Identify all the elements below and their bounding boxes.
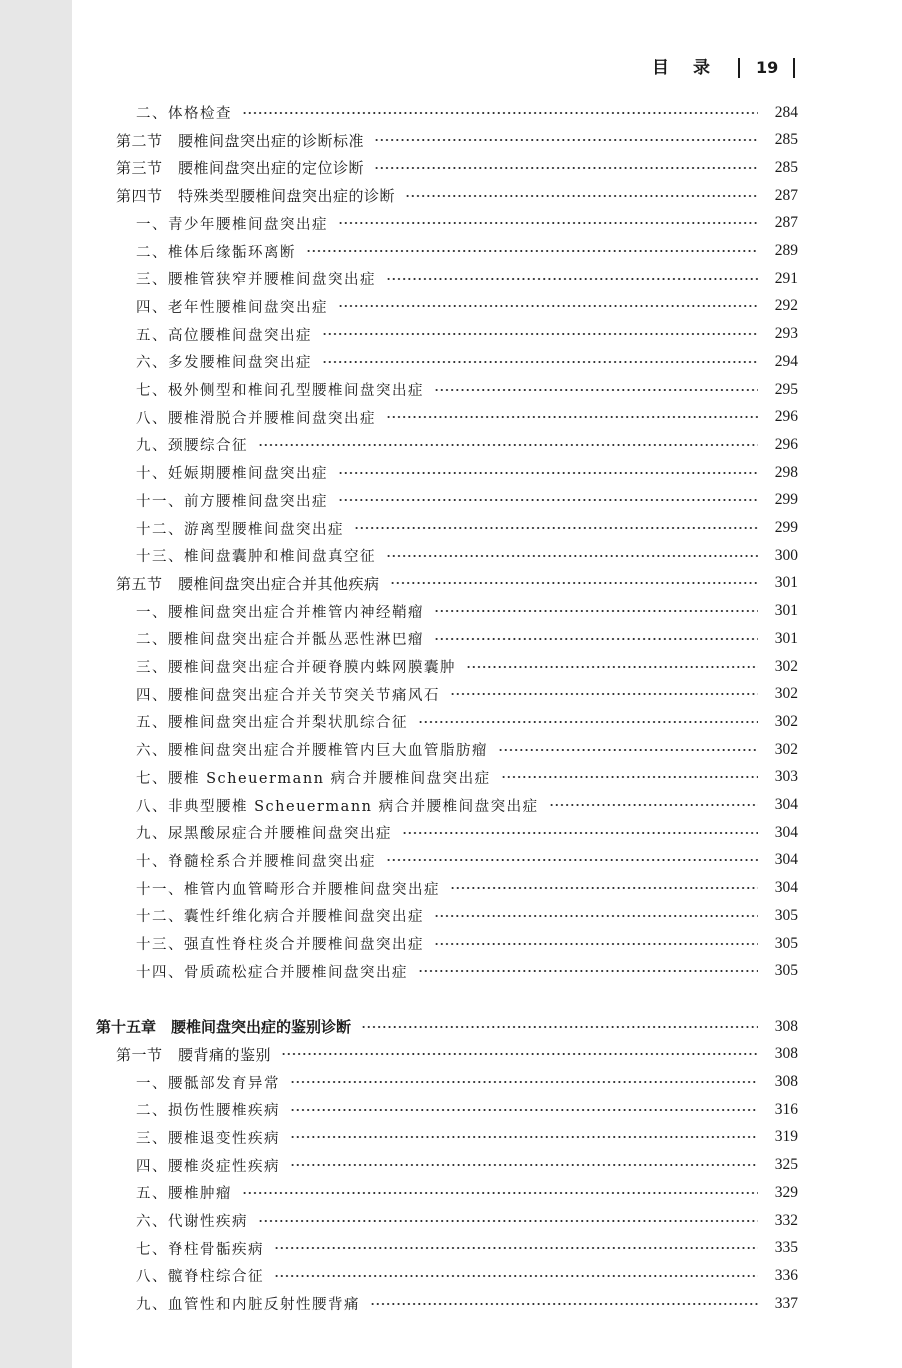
dot-leader xyxy=(418,719,758,725)
toc-entry-title: 十二、游离型腰椎间盘突出症 xyxy=(136,521,344,538)
toc-entry-page-number: 285 xyxy=(774,131,798,149)
toc-entry-item[interactable] xyxy=(0,792,902,819)
toc-entry-item[interactable] xyxy=(0,293,902,320)
toc-entry-item[interactable] xyxy=(0,930,902,957)
dot-leader xyxy=(370,1301,758,1307)
dot-leader xyxy=(306,248,758,254)
toc-entry-item[interactable] xyxy=(0,238,902,265)
toc-entry-item[interactable] xyxy=(0,681,902,708)
dot-leader xyxy=(386,553,758,559)
dot-leader xyxy=(361,1024,758,1030)
dot-leader xyxy=(290,1162,758,1168)
toc-entry-page-number: 295 xyxy=(774,380,798,398)
toc-entry-page-number: 289 xyxy=(774,242,798,259)
toc-entry-title: 二、椎体后缘骺环离断 xyxy=(136,244,296,261)
toc-entry-item[interactable] xyxy=(0,736,902,763)
toc-entry-title: 八、非典型腰椎 Scheuermann 病合并腰椎间盘突出症 xyxy=(136,798,539,815)
dot-leader xyxy=(338,470,758,476)
dot-leader xyxy=(290,1134,758,1140)
toc-entry-item[interactable] xyxy=(0,819,902,846)
header-divider xyxy=(738,58,740,78)
dot-leader xyxy=(242,110,758,116)
toc-entry-title: 十二、囊性纤维化病合并腰椎间盘突出症 xyxy=(136,909,424,926)
dot-leader xyxy=(258,442,758,448)
toc-entry-page-number: 304 xyxy=(774,851,798,869)
toc-entry-page-number: 301 xyxy=(774,602,798,620)
toc-entry-item[interactable] xyxy=(0,847,902,874)
toc-entry-item[interactable] xyxy=(0,708,902,735)
toc-entry-section[interactable] xyxy=(0,127,902,154)
dot-leader xyxy=(402,830,758,836)
toc-entry-item[interactable] xyxy=(0,902,902,929)
dot-leader xyxy=(322,359,758,365)
toc-entry-title: 九、血管性和内脏反射性腰背痛 xyxy=(136,1297,360,1314)
toc-entry-section[interactable] xyxy=(0,570,902,597)
header-divider xyxy=(793,58,795,78)
dot-leader xyxy=(386,857,758,863)
dot-leader xyxy=(466,664,758,670)
toc-entry-page-number: 336 xyxy=(774,1266,798,1284)
toc-entry-title: 一、青少年腰椎间盘突出症 xyxy=(136,216,328,233)
toc-entry-title: 五、高位腰椎间盘突出症 xyxy=(136,327,312,344)
toc-entry-page-number: 302 xyxy=(774,685,798,703)
toc-entry-item[interactable] xyxy=(0,875,902,902)
toc-entry-page-number: 294 xyxy=(774,352,798,370)
toc-entry-title: 六、多发腰椎间盘突出症 xyxy=(136,355,312,372)
toc-entry-page-number: 332 xyxy=(774,1211,798,1229)
dot-leader xyxy=(498,747,758,753)
toc-entry-page-number: 293 xyxy=(774,325,798,343)
toc-entry-item[interactable] xyxy=(0,376,902,403)
dot-leader xyxy=(274,1245,758,1251)
toc-entry-page-number: 291 xyxy=(774,269,798,287)
toc-entry-item[interactable] xyxy=(0,1069,902,1096)
toc-entry-title: 二、体格检查 xyxy=(136,106,232,122)
toc-entry-title: 第十五章 腰椎间盘突出症的鉴别诊断 xyxy=(96,1018,352,1037)
dot-leader xyxy=(338,303,758,309)
toc-entry-section[interactable] xyxy=(0,1041,902,1068)
toc-entry-title: 第一节 腰背痛的鉴别 xyxy=(116,1045,272,1064)
toc-entry-page-number: 305 xyxy=(774,934,798,952)
toc-entry-page-number: 303 xyxy=(774,768,798,786)
dot-leader xyxy=(386,414,758,420)
toc-entry-title: 七、脊柱骨骺疾病 xyxy=(136,1241,264,1258)
dot-leader xyxy=(290,1107,758,1113)
toc-entry-title: 六、代谢性疾病 xyxy=(136,1214,248,1230)
toc-entry-title: 十一、椎管内血管畸形合并腰椎间盘突出症 xyxy=(136,881,440,898)
toc-entry-page-number: 299 xyxy=(774,491,798,509)
toc-entry-title: 十一、前方腰椎间盘突出症 xyxy=(136,493,328,510)
dot-leader xyxy=(386,276,758,282)
toc-entry-item[interactable] xyxy=(0,1207,902,1234)
toc-entry-title: 一、腰椎间盘突出症合并椎管内神经鞘瘤 xyxy=(136,604,424,621)
dot-leader xyxy=(338,220,758,226)
toc-entry-title: 九、尿黑酸尿症合并腰椎间盘突出症 xyxy=(136,826,392,843)
toc-entry-title: 四、老年性腰椎间盘突出症 xyxy=(136,299,328,316)
dot-leader xyxy=(434,608,758,614)
toc-entry-title: 第三节 腰椎间盘突出症的定位诊断 xyxy=(116,159,365,178)
toc-entry-page-number: 287 xyxy=(774,186,798,204)
toc-entry-title: 七、极外侧型和椎间孔型腰椎间盘突出症 xyxy=(136,383,424,399)
toc-entry-page-number: 305 xyxy=(774,906,798,924)
dot-leader xyxy=(258,1218,758,1224)
toc-entry-page-number: 302 xyxy=(774,712,798,730)
toc-entry-page-number: 304 xyxy=(774,823,798,841)
dot-leader xyxy=(290,1079,758,1085)
dot-leader xyxy=(434,913,758,919)
toc-entry-item[interactable] xyxy=(0,625,902,652)
dot-leader xyxy=(450,691,758,697)
toc-entry-item[interactable] xyxy=(0,404,902,431)
dot-leader xyxy=(418,968,758,974)
toc-entry-chapter[interactable] xyxy=(0,1013,902,1040)
dot-leader xyxy=(405,193,758,199)
toc-entry-title: 十四、骨质疏松症合并腰椎间盘突出症 xyxy=(136,964,408,981)
toc-entry-page-number: 308 xyxy=(774,1045,798,1063)
toc-entry-title: 六、腰椎间盘突出症合并腰椎管内巨大血管脂肪瘤 xyxy=(136,743,488,760)
dot-leader xyxy=(434,387,758,393)
dot-leader xyxy=(501,774,758,780)
toc-entry-page-number: 296 xyxy=(774,408,798,426)
toc-entry-item[interactable] xyxy=(0,210,902,237)
toc-entry-page-number: 298 xyxy=(774,463,798,481)
toc-entry-page-number: 301 xyxy=(774,629,798,647)
dot-leader xyxy=(354,525,758,531)
toc-entry-title: 二、损伤性腰椎疾病 xyxy=(136,1103,280,1120)
toc-entry-item[interactable] xyxy=(0,1152,902,1179)
toc-entry-title: 三、腰椎间盘突出症合并硬脊膜内蛛网膜囊肿 xyxy=(136,660,456,676)
toc-entry-page-number: 335 xyxy=(774,1239,798,1257)
toc-entry-page-number: 325 xyxy=(774,1156,798,1174)
toc-entry-title: 二、腰椎间盘突出症合并骶丛恶性淋巴瘤 xyxy=(136,632,424,649)
toc-entry-page-number: 305 xyxy=(774,962,798,980)
toc-entry-title: 三、腰椎退变性疾病 xyxy=(136,1130,280,1147)
toc-entry-page-number: 316 xyxy=(774,1100,798,1118)
toc-entry-item[interactable] xyxy=(0,958,902,985)
toc-entry-item[interactable] xyxy=(0,1262,902,1289)
toc-entry-title: 第五节 腰椎间盘突出症合并其他疾病 xyxy=(116,574,380,593)
toc-entry-item[interactable] xyxy=(0,1179,902,1206)
toc-entry-page-number: 304 xyxy=(774,879,798,897)
toc-entry-page-number: 302 xyxy=(774,740,798,758)
toc-entry-title: 十、妊娠期腰椎间盘突出症 xyxy=(136,466,328,483)
toc-entry-title: 九、颈腰综合征 xyxy=(136,438,248,455)
toc-entry-title: 五、腰椎肿瘤 xyxy=(136,1186,232,1203)
toc-entry-item[interactable] xyxy=(0,542,902,569)
toc-entry-page-number: 304 xyxy=(774,796,798,813)
dot-leader xyxy=(450,885,758,891)
toc-entry-page-number: 329 xyxy=(774,1183,798,1201)
toc-entry-page-number: 301 xyxy=(774,574,798,592)
toc-entry-title: 八、髋脊柱综合征 xyxy=(136,1269,264,1286)
toc-entry-page-number: 299 xyxy=(774,519,798,536)
toc-entry-item[interactable] xyxy=(0,1235,902,1262)
toc-entry-section[interactable] xyxy=(0,182,902,209)
toc-entry-title: 七、腰椎 Scheuermann 病合并腰椎间盘突出症 xyxy=(136,770,491,787)
toc-entry-page-number: 287 xyxy=(774,214,798,232)
toc-entry-item[interactable] xyxy=(0,1290,902,1317)
toc-entry-title: 五、腰椎间盘突出症合并梨状肌综合征 xyxy=(136,715,408,732)
toc-entry-page-number: 308 xyxy=(774,1017,798,1035)
toc-entry-page-number: 292 xyxy=(774,297,798,315)
toc-entry-item[interactable] xyxy=(0,459,902,486)
toc-entry-item[interactable] xyxy=(0,1124,902,1151)
running-header xyxy=(0,56,902,80)
toc-entry-item[interactable] xyxy=(0,321,902,348)
toc-entry-page-number: 284 xyxy=(774,103,798,121)
toc-entry-page-number: 319 xyxy=(774,1128,798,1146)
toc-entry-page-number: 300 xyxy=(774,546,798,564)
toc-entry-item[interactable] xyxy=(0,653,902,680)
toc-entry-item[interactable] xyxy=(0,99,902,126)
toc-entry-title: 四、腰椎炎症性疾病 xyxy=(136,1158,280,1175)
toc-entry-item[interactable] xyxy=(0,515,902,542)
dot-leader xyxy=(434,941,758,947)
toc-entry-title: 八、腰椎滑脱合并腰椎间盘突出症 xyxy=(136,410,376,427)
toc-entry-page-number: 296 xyxy=(774,435,798,453)
toc-entry-page-number: 285 xyxy=(774,158,798,176)
toc-entry-title: 第四节 特殊类型腰椎间盘突出症的诊断 xyxy=(116,187,396,206)
dot-leader xyxy=(434,636,758,642)
dot-leader xyxy=(374,137,758,143)
toc-entry-item[interactable] xyxy=(0,1096,902,1123)
toc-entry-title: 四、腰椎间盘突出症合并关节突关节痛风石 xyxy=(136,687,440,704)
toc-entry-item[interactable] xyxy=(0,431,902,458)
toc-entry-page-number: 308 xyxy=(774,1073,798,1090)
toc-entry-item[interactable] xyxy=(0,487,902,514)
toc-entry-section[interactable] xyxy=(0,154,902,181)
toc-entry-title: 三、腰椎管狭窄并腰椎间盘突出症 xyxy=(136,272,376,289)
toc-entry-page-number: 302 xyxy=(774,657,798,675)
dot-leader xyxy=(274,1273,758,1279)
dot-leader xyxy=(281,1051,758,1057)
toc-entry-title: 十、脊髓栓系合并腰椎间盘突出症 xyxy=(136,853,376,870)
toc-entry-title: 第二节 腰椎间盘突出症的诊断标准 xyxy=(116,131,365,150)
dot-leader xyxy=(322,331,758,337)
toc-entry-title: 十三、椎间盘囊肿和椎间盘真空征 xyxy=(136,549,376,566)
toc-entry-item[interactable] xyxy=(0,764,902,791)
header-page-number: 19 xyxy=(756,58,779,77)
toc-entry-item[interactable] xyxy=(0,348,902,375)
header-title: 目录 xyxy=(652,58,734,78)
toc-entry-title: 十三、强直性脊柱炎合并腰椎间盘突出症 xyxy=(136,937,424,953)
toc-entry-page-number: 337 xyxy=(774,1294,798,1312)
toc-entry-item[interactable] xyxy=(0,598,902,625)
dot-leader xyxy=(338,497,758,503)
dot-leader xyxy=(549,802,758,808)
toc-entry-item[interactable] xyxy=(0,265,902,292)
dot-leader xyxy=(390,580,758,586)
dot-leader xyxy=(242,1190,758,1196)
toc-entry-title: 一、腰骶部发育异常 xyxy=(136,1075,280,1092)
dot-leader xyxy=(374,165,758,171)
